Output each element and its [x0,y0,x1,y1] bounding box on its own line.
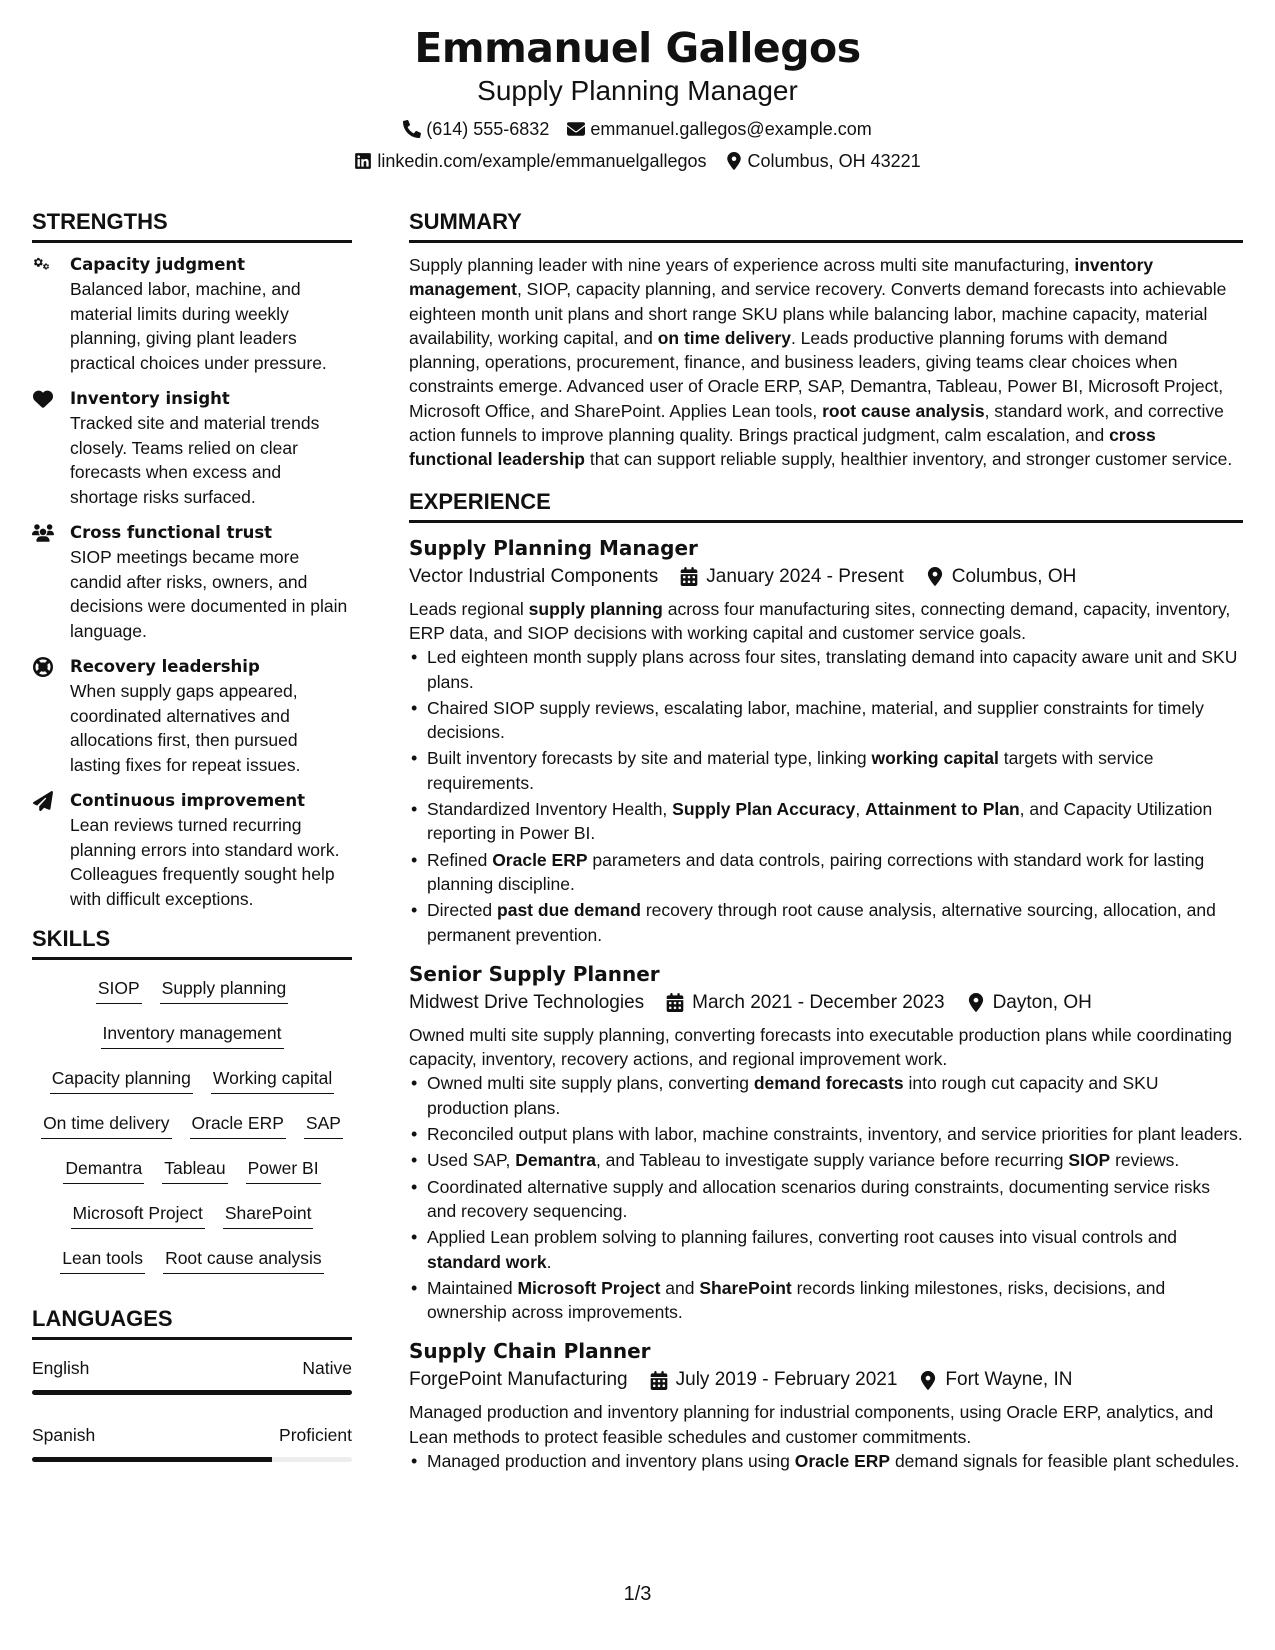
language-proficiency-fill [32,1390,352,1395]
text-segment: Leads regional [409,598,529,619]
skill-tag: Oracle ERP [190,1111,286,1139]
language-name: English [32,1358,90,1378]
text-segment: , and Tableau to investigate supply variance before recurring [595,1150,1069,1171]
strength-description: Lean reviews turned recurring planning errors into standard work. Colleagues frequently sought help with difficult exceptions. [70,815,340,909]
strengths-heading: STRENGTHS [32,208,352,243]
strength-title: Cross functional trust [70,523,273,542]
text-segment: . [546,1251,552,1272]
text-segment: Standardized Inventory Health, [427,799,673,820]
strength-item [32,789,352,911]
text-segment: Built inventory forecasts by site and material type, linking [427,748,872,769]
strengths-list [32,253,352,911]
skill-row [32,1066,352,1111]
bullet-item [427,848,1243,897]
text-segment: Refined [427,849,493,870]
skill-tag: Power BI [246,1156,321,1184]
bold-keyword: past due demand [497,900,641,921]
strength-title: Capacity judgment [70,255,246,274]
text-segment: demand signals for feasible plant schedules. [890,1450,1240,1471]
role-location: Fort Wayne, IN [945,1369,1073,1391]
text-segment: Coordinated alternative supply and allocation scenarios during constraints, documenting service risks and recovery sequencing. [427,1176,1211,1221]
life-ring-icon [32,655,70,777]
map-marker-icon [725,152,743,170]
right-column [409,208,1243,1485]
linkedin-icon [354,152,372,170]
text-segment: Supply planning leader with nine years of experience across multi site manufacturing, [409,255,1075,275]
skill-tag: On time delivery [41,1111,171,1139]
map-marker-icon [926,567,944,586]
location-text: Columbus, OH 43221 [747,151,921,171]
language-proficiency-bar [32,1390,352,1395]
text-segment: Owned multi site supply plans, converting [427,1073,754,1094]
role-dates: July 2019 - February 2021 [675,1369,898,1391]
strength-title: Recovery leadership [70,657,260,676]
language-level: Native [302,1358,352,1378]
text-segment: Owned multi site supply planning, converting forecasts into executable production plans while coordinating capacity, inventory, recovery actions, and regional improvement work. [409,1024,1232,1070]
contact-line-1 [0,118,1275,140]
skill-tag: Working capital [211,1066,334,1094]
bullet-item [427,898,1243,947]
calendar-icon [650,1371,668,1390]
language-level: Proficient [279,1425,352,1445]
bullet-item [427,696,1243,745]
role-meta [409,1366,1243,1394]
role-description [409,597,1243,646]
candidate-name: Emmanuel Gallegos [414,24,861,72]
skills-list [32,970,352,1291]
bold-keyword: Oracle ERP [492,849,588,870]
language-proficiency-bar [32,1457,352,1462]
text-segment: targets with service requirements. [427,748,1154,793]
role-meta [409,563,1243,591]
text-segment: into rough cut capacity and SKU production plans. [427,1073,1159,1118]
text-segment: , SIOP, capacity planning, and service recovery. Converts demand forecasts into achievable eighteen month unit plans and short range SKU plans while balancing labor, machine capacity, material availability, working capital, and [409,279,1227,348]
users-icon [32,521,70,643]
linkedin-text[interactable]: linkedin.com/example/emmanuelgallegos [377,151,707,171]
company-name: ForgePoint Manufacturing [409,1369,628,1391]
text-segment: Chaired SIOP supply reviews, escalating labor, machine, material, and supplier constraints for timely decisions. [427,697,1204,743]
bold-keyword: on time delivery [657,327,791,348]
skill-tag: SIOP [96,976,142,1004]
skill-tag: SAP [304,1111,343,1139]
text-segment: across four manufacturing sites, connecting demand, capacity, inventory, ERP data, and SIOP decisions with working capital and customer service goals. [409,598,1231,643]
strength-item [32,655,352,777]
role-bullets [409,645,1243,947]
summary-text [409,253,1243,472]
role-title: Senior Supply Planner [409,961,660,986]
bullet-item [427,1175,1243,1224]
bullet-item [427,1071,1243,1120]
bullet-item [427,1122,1243,1146]
skill-tag: Microsoft Project [71,1201,205,1229]
bullet-item [427,645,1243,694]
bold-keyword: demand forecasts [753,1073,904,1094]
skill-tag: Root cause analysis [163,1246,324,1274]
skill-row [32,976,352,1021]
text-segment: Maintained [427,1277,518,1298]
role-location: Dayton, OH [992,991,1092,1013]
text-segment: Led eighteen month supply plans across four sites, translating demand into capacity aware unit and SKU plans. [427,647,1238,692]
text-segment: Directed [427,900,498,921]
skill-row [32,1201,352,1246]
strength-item [32,521,352,643]
text-segment: recovery through root cause analysis, alternative sourcing, allocation, and permanent prevention. [427,900,1216,945]
text-segment: and [660,1277,700,1298]
bold-keyword: root cause analysis [822,400,985,421]
role-dates: January 2024 - Present [706,565,904,587]
skill-tag: SharePoint [223,1201,314,1229]
strength-title: Inventory insight [70,389,230,408]
language-row [32,1356,352,1380]
calendar-icon-wrap [680,567,698,586]
calendar-icon-wrap [650,1371,668,1390]
role-description [409,1400,1243,1449]
text-segment: Reconciled output plans with labor, machine constraints, inventory, and service priorities for plant leaders. [427,1124,1243,1145]
text-segment: Managed production and inventory plans using [427,1450,795,1471]
text-segment: Managed production and inventory planning for industrial components, using Oracle ERP, analytics, and Lean methods to protect feasible schedules and customer commitments. [409,1402,1214,1447]
text-segment: that can support reliable supply, healthier inventory, and stronger customer service. [585,449,1233,470]
bold-keyword: working capital [871,748,999,769]
map-marker-icon-wrap [967,993,985,1012]
language-row [32,1423,352,1447]
role-location: Columbus, OH [951,565,1077,587]
skill-row [32,1111,352,1156]
map-marker-icon-wrap [926,567,944,586]
strength-body [70,521,352,643]
bold-keyword: cross functional leadership [409,425,1156,470]
text-segment: . Leads productive planning forums with demand planning, operations, procurement, finance, and business leaders, giving teams clear choices when constraints emerge. Advanced user of Oracle ERP, SAP, Demantra, Tableau, Power BI, Microsoft Project, Microsoft Office, and SharePoint. Applies Lean tools, [409,327,1224,421]
resume-header [0,22,1275,172]
language-name: Spanish [32,1425,96,1445]
skills-heading: SKILLS [32,925,352,960]
phone-item [403,118,549,140]
bullet-item [427,1148,1243,1172]
experience-heading: EXPERIENCE [409,488,1243,523]
bold-keyword: Oracle ERP [794,1450,891,1471]
bold-keyword: SharePoint [699,1277,792,1298]
languages-heading: LANGUAGES [32,1305,352,1340]
language-proficiency-fill [32,1457,272,1462]
skill-tag: Tableau [162,1156,227,1184]
text-segment: parameters and data controls, pairing corrections with standard work for lasting planning discipline. [427,849,1205,894]
company-name: Vector Industrial Components [409,565,659,587]
strength-title: Continuous improvement [70,791,305,810]
strength-body [70,253,352,375]
skill-tag: Supply planning [160,976,289,1004]
map-marker-icon [967,993,985,1012]
bold-keyword: standard work [427,1251,547,1272]
gears-icon [32,253,70,375]
email-item[interactable] [567,118,871,140]
experience-entry [409,959,1243,1325]
heart-icon [32,387,70,509]
text-segment: , and Capacity Utilization reporting in Power BI. [427,799,1213,844]
location-item [725,150,921,172]
strength-description: Tracked site and material trends closely. Teams relied on clear forecasts when excess and shortage risks surfaced. [70,413,320,507]
paper-plane-icon [32,789,70,911]
skill-row [32,1156,352,1201]
role-bullets [409,1071,1243,1324]
bullet-item [427,1225,1243,1274]
bullet-item [427,797,1243,846]
text-segment: , standard work, and corrective action funnels to improve planning quality. Brings practical judgment, calm escalation, and [409,400,1224,446]
strength-body [70,655,352,777]
bold-keyword: inventory management [409,255,1154,300]
calendar-icon [680,567,698,586]
contact-line-2 [0,150,1275,172]
languages-list [32,1356,352,1462]
role-bullets [409,1449,1243,1473]
role-dates: March 2021 - December 2023 [692,991,945,1013]
left-column [32,208,352,1490]
role-description [409,1023,1243,1072]
skill-tag: Lean tools [60,1246,145,1274]
strength-item [32,253,352,375]
calendar-icon-wrap [666,993,684,1012]
strength-description: Balanced labor, machine, and material limits during weekly planning, giving plant leaders practical choices under pressure. [70,279,327,373]
bullet-item [427,746,1243,795]
role-meta [409,989,1243,1017]
role-title: Supply Planning Manager [409,535,698,560]
strength-item [32,387,352,509]
text-segment: records linking milestones, risks, decisions, and ownership across improvements. [427,1277,1166,1323]
page-number: 1/3 [623,1583,652,1605]
skill-row [32,1246,352,1291]
text-segment: Applied Lean problem solving to planning failures, converting root causes into visual controls and [427,1227,1178,1248]
text-segment: Used SAP, [427,1150,516,1171]
map-marker-icon-wrap [919,1371,937,1390]
linkedin-item[interactable] [354,150,706,172]
email-text[interactable]: emmanuel.gallegos@example.com [590,119,872,139]
bullet-item [427,1449,1243,1473]
skill-tag: Capacity planning [50,1066,193,1094]
skill-tag: Inventory management [101,1021,284,1049]
skill-tag: Demantra [63,1156,144,1184]
envelope-icon [567,120,585,138]
experience-list [409,533,1243,1474]
strength-body [70,789,352,911]
candidate-title: Supply Planning Manager [477,75,798,106]
bold-keyword: supply planning [528,598,663,619]
bold-keyword: Attainment to Plan [865,799,1020,820]
company-name: Midwest Drive Technologies [409,991,645,1013]
bold-keyword: Demantra [515,1150,596,1171]
bullet-item [427,1276,1243,1325]
strength-description: When supply gaps appeared, coordinated alternatives and allocations first, then pursued lasting fixes for repeat issues. [70,681,301,775]
summary-heading: SUMMARY [409,208,1243,243]
phone-icon [403,120,421,138]
experience-entry [409,533,1243,947]
calendar-icon [666,993,684,1012]
role-title: Supply Chain Planner [409,1339,651,1364]
text-segment: reviews. [1110,1150,1180,1171]
text-segment: , [855,799,866,820]
phone-text: (614) 555-6832 [426,119,550,139]
skill-row [32,1021,352,1066]
strength-description: SIOP meetings became more candid after risks, owners, and decisions were documented in plain language. [70,547,348,641]
map-marker-icon [919,1371,937,1390]
strength-body [70,387,352,509]
experience-entry [409,1336,1243,1473]
bold-keyword: Supply Plan Accuracy [672,799,856,820]
bold-keyword: Microsoft Project [517,1277,661,1298]
bold-keyword: SIOP [1068,1150,1111,1171]
